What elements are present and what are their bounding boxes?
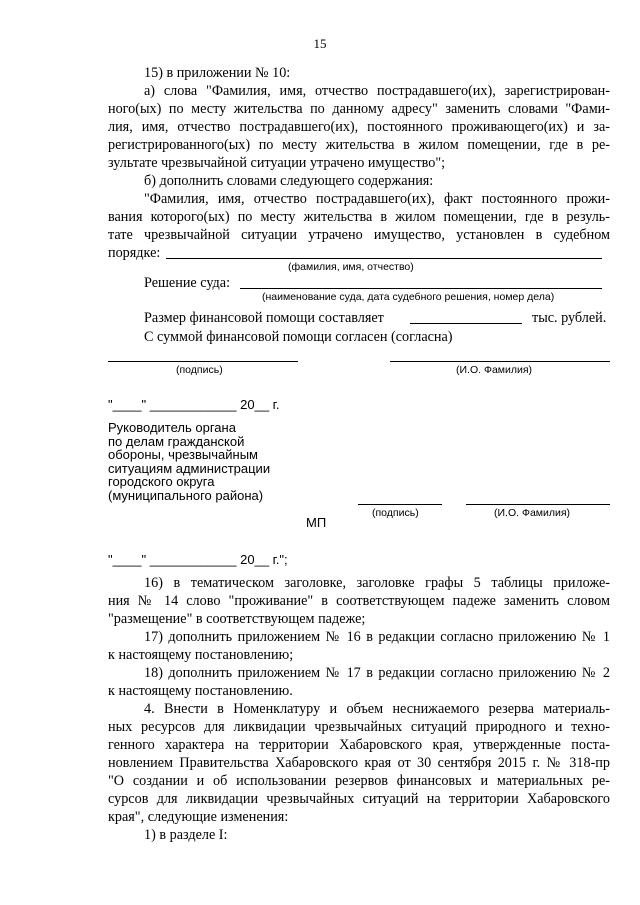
caption-sign: (подпись) — [176, 364, 223, 376]
amount-field-line — [410, 323, 522, 324]
agree-line: С суммой финансовой помощи согласен (согласна) — [144, 329, 453, 345]
text-line: к настоящему постановлению; — [108, 647, 294, 663]
caption-name-2: (И.О. Фамилия) — [494, 507, 571, 519]
item-15-heading: 15) в приложении № 10: — [144, 65, 291, 81]
date-line: "____" ____________ 20__ г. — [108, 397, 280, 412]
section-line: 1) в разделе I: — [144, 827, 228, 843]
text-line: "О создании и об использовании резервов финансовых и материальных ре- — [108, 773, 610, 789]
head-title-block — [108, 421, 338, 502]
caption-court: (наименование суда, дата судебного решения, номер дела) — [262, 291, 555, 303]
court-field-line — [240, 288, 602, 289]
head-line: Руководитель органа — [108, 420, 236, 435]
amount-unit: тыс. рублей. — [532, 310, 607, 326]
text-line: 18) дополнить приложением № 17 в редакции согласно приложению № 2 — [144, 665, 610, 681]
caption-name: (И.О. Фамилия) — [456, 364, 533, 376]
text-line: ных ресурсов для ликвидации чрезвычайных ситуаций природного и техно- — [108, 719, 610, 735]
text-line: вания которого(ых) по месту жительства в жилом помещении, где в резуль- — [108, 209, 610, 225]
fio-field-line — [166, 258, 602, 259]
text-line: ния № 14 слово "проживание" в соответствующем падеже заменить словом — [108, 593, 610, 609]
text-line: "размещение" в соответствующем падеже; — [108, 611, 366, 627]
text-line: б) дополнить словами следующего содержания: — [144, 173, 434, 189]
sign-line — [108, 361, 298, 362]
sign-line-2 — [358, 504, 442, 505]
page-number: 15 — [313, 36, 327, 51]
head-line: обороны, чрезвычайным — [108, 447, 258, 462]
text-line: тате чрезвычайной ситуации утрачено имущество, установлен в судебном — [108, 227, 610, 243]
head-line: по делам гражданской — [108, 433, 245, 449]
order-label: порядке: — [108, 245, 161, 261]
text-line: "Фамилия, имя, отчество пострадавшего(их), факт постоянного прожи- — [144, 191, 610, 207]
text-line: генного характера на территории Хабаровского края, утвержденные поста- — [108, 737, 610, 753]
text-line: зультате чрезвычайной ситуации утрачено имущество"; — [108, 155, 446, 171]
court-label: Решение суда: — [144, 275, 231, 291]
text-line: к настоящему постановлению. — [108, 683, 293, 699]
date-line-2: "____" ____________ 20__ г."; — [108, 552, 288, 567]
text-line: новлением Правительства Хабаровского края от 30 сентября 2015 г. № 318-пр — [108, 755, 610, 771]
text-line: ного(ых) по месту жительства по данному адресу" заменить словами "Фами- — [108, 101, 610, 117]
text-line: сурсов для ликвидации чрезвычайных ситуаций на территории Хабаровского — [108, 791, 610, 807]
name-line-2 — [466, 504, 610, 505]
caption-fio: (фамилия, имя, отчество) — [288, 261, 414, 273]
text-line: 4. Внести в Номенклатуру и объем неснижаемого резерва материаль- — [144, 701, 610, 717]
stamp-mark: МП — [306, 515, 327, 530]
text-line: а) слова "Фамилия, имя, отчество пострадавшего(их), зарегистрирован- — [144, 83, 610, 99]
text-line: регистрированного(ых) по месту жительства в жилом помещении, где в ре- — [108, 137, 610, 153]
head-line: (муниципального района) — [108, 487, 264, 503]
caption-sign-2: (подпись) — [372, 507, 419, 519]
text-line: 17) дополнить приложением № 16 в редакции согласно приложению № 1 — [144, 629, 610, 645]
head-line: ситуациям администрации — [108, 460, 271, 476]
text-line: лия, имя, отчество пострадавшего(их), постоянного проживающего(их) и за- — [108, 119, 610, 135]
head-line: городского округа — [108, 474, 215, 489]
item-15-block — [108, 64, 610, 244]
text-line: 16) в тематическом заголовке, заголовке графы 5 таблицы приложе- — [144, 575, 610, 591]
amount-label: Размер финансовой помощи составляет — [144, 310, 384, 326]
name-line — [390, 361, 610, 362]
text-line: края", следующие изменения: — [108, 809, 289, 825]
items-16-18-block — [108, 574, 610, 844]
